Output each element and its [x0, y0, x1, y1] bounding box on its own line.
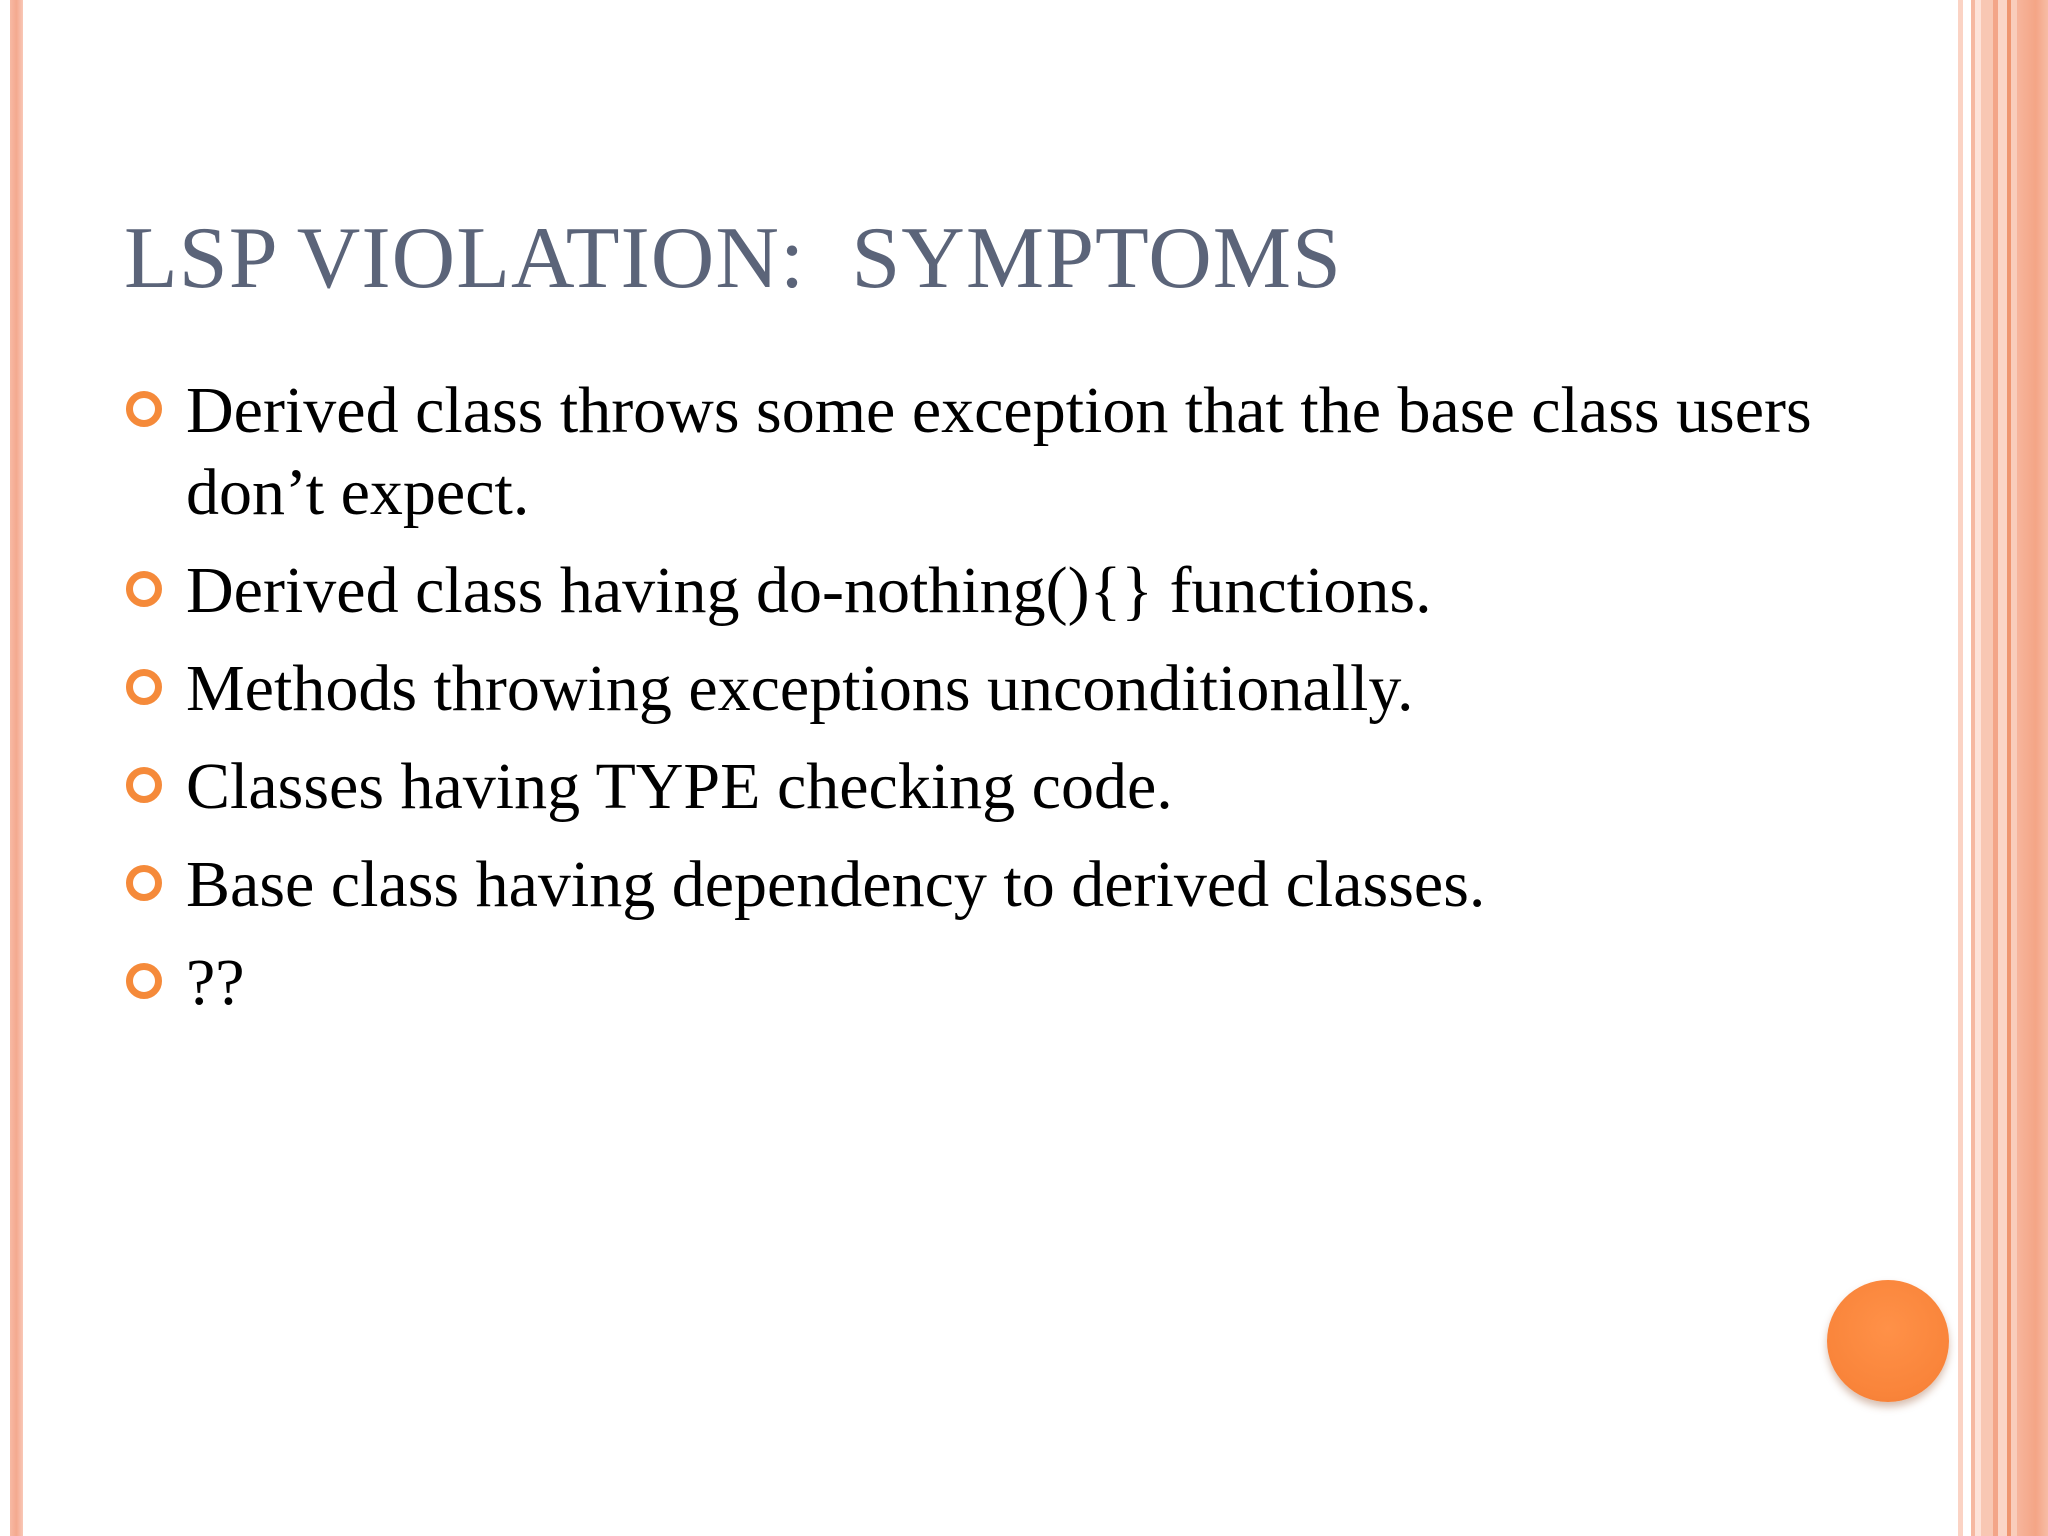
bullet-item	[124, 746, 1824, 828]
hollow-circle-icon	[126, 963, 162, 999]
slide-title: LSP VIOLATION: SYMPTOMS	[124, 210, 1342, 307]
bullet-text: Base class having dependency to derived classes.	[186, 848, 1486, 921]
bullet-item	[124, 844, 1824, 926]
left-decorative-stripe	[10, 0, 23, 1536]
bullet-item	[124, 370, 1824, 534]
bullet-text: ??	[186, 946, 245, 1019]
bullet-item	[124, 648, 1824, 730]
hollow-circle-icon	[126, 767, 162, 803]
bullet-text: Derived class throws some exception that the base class users don’t expect.	[186, 374, 1812, 529]
hollow-circle-icon	[126, 571, 162, 607]
hollow-circle-icon	[126, 391, 162, 427]
bullet-text: Methods throwing exceptions unconditionally.	[186, 652, 1414, 725]
orange-circle-icon[interactable]	[1827, 1280, 1949, 1402]
right-decorative-stripes	[1958, 0, 2048, 1536]
bullet-item	[124, 550, 1824, 632]
bullet-item	[124, 942, 1824, 1024]
bullet-text: Classes having TYPE checking code.	[186, 750, 1173, 823]
bullet-text: Derived class having do-nothing(){} functions.	[186, 554, 1432, 627]
hollow-circle-icon	[126, 669, 162, 705]
bullet-list	[124, 370, 1824, 1040]
hollow-circle-icon	[126, 865, 162, 901]
